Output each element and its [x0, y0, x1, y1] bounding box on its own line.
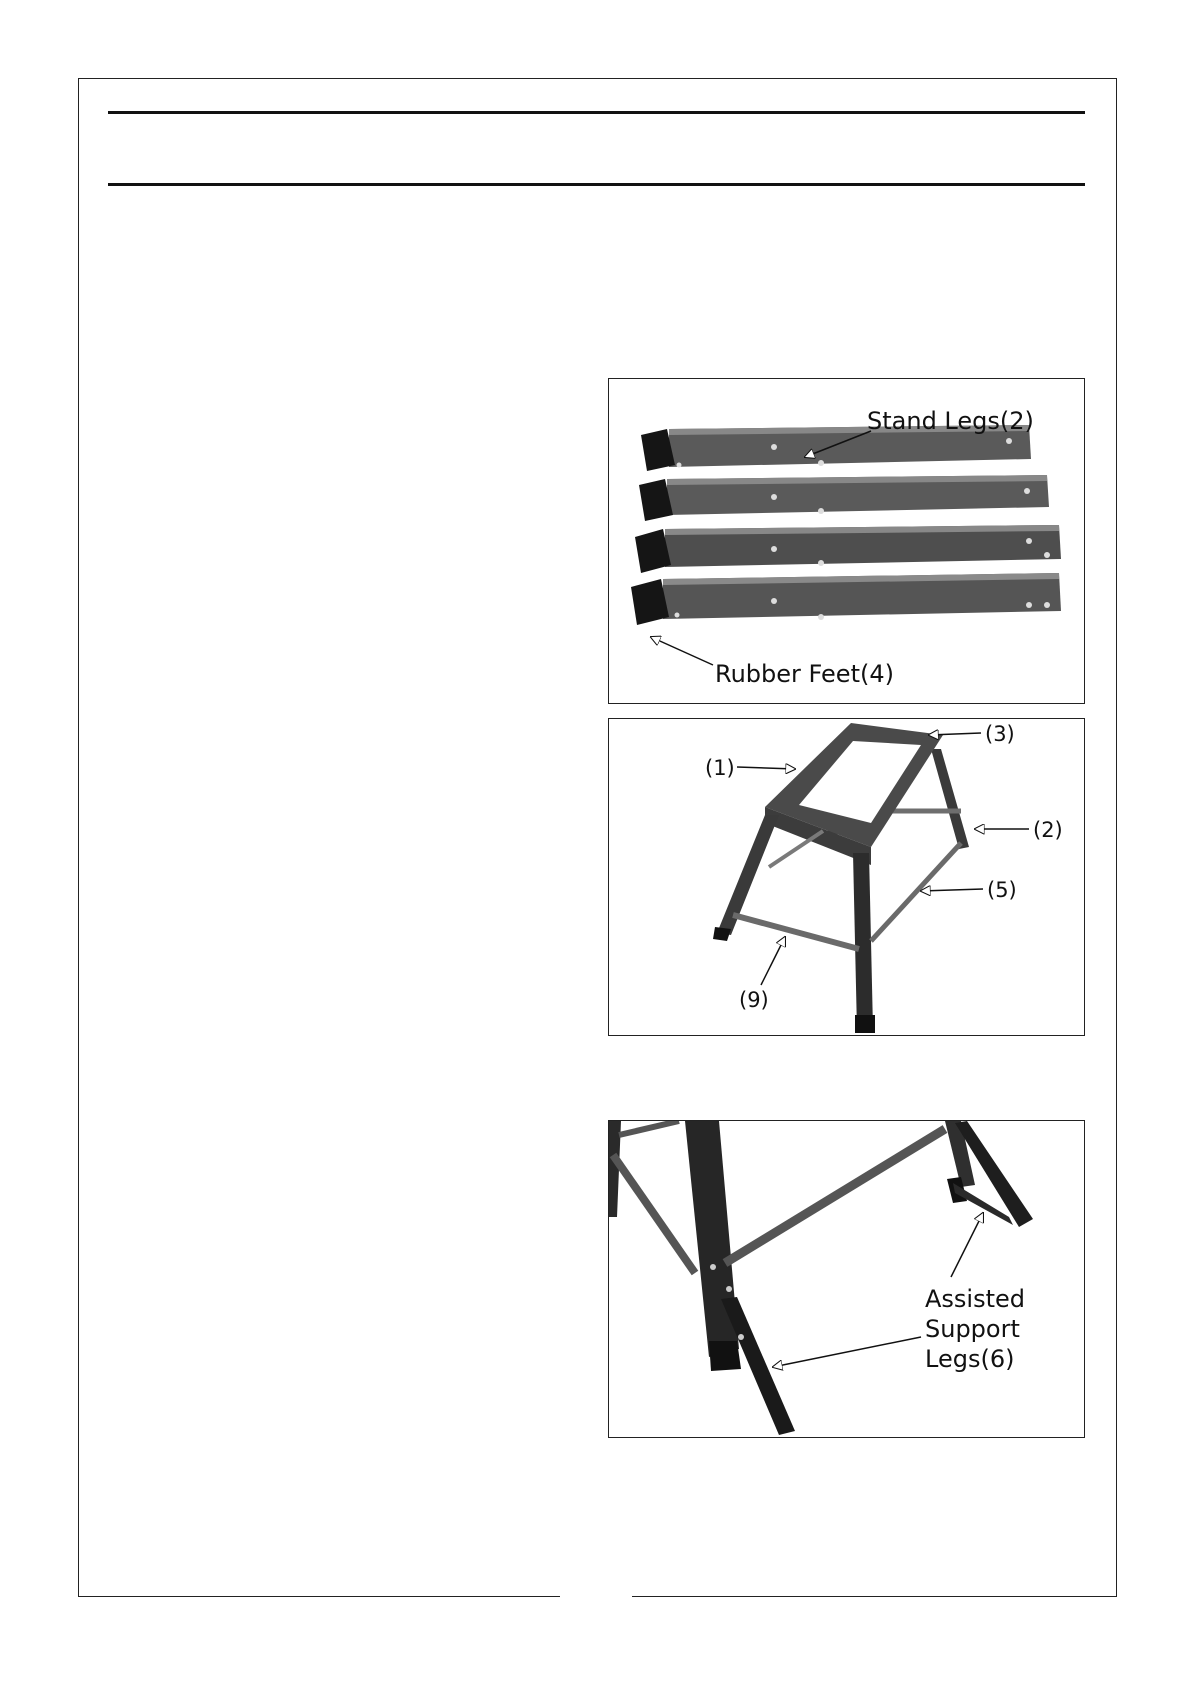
part-5-arrow	[921, 889, 983, 891]
front-right-leg	[853, 853, 873, 1031]
assisted-label-line2: Support	[925, 1315, 1020, 1343]
figure-assembled-frame	[608, 718, 1085, 1036]
stand-leg-3	[635, 525, 1061, 573]
assisted-support-legs-illustration	[609, 1121, 1083, 1436]
header-bottom-rule	[108, 183, 1085, 186]
stand-legs-label: Stand Legs(2)	[867, 407, 1034, 435]
part-3-label: (3)	[985, 722, 1015, 746]
stand-leg-2	[639, 475, 1049, 521]
cross-stretcher	[725, 1129, 945, 1263]
assisted-label-line1: Assisted	[925, 1285, 1026, 1313]
side-stretcher	[871, 843, 961, 941]
figure-assisted-support-legs	[608, 1120, 1085, 1438]
part-3-arrow	[929, 733, 981, 735]
front-stretcher	[733, 915, 859, 949]
stand-leg-4	[631, 573, 1061, 625]
assembled-frame-illustration	[609, 719, 1083, 1034]
part-5-label: (5)	[987, 878, 1017, 902]
part-9-arrow	[761, 937, 785, 985]
support-leg-rear-arrow	[951, 1213, 983, 1277]
part-1-label: (1)	[705, 756, 735, 780]
part-1-arrow	[737, 767, 795, 769]
support-leg-front-arrow	[773, 1337, 921, 1367]
rubber-feet-label: Rubber Feet(4)	[715, 660, 894, 688]
stand-legs-illustration	[609, 379, 1083, 702]
figure-stand-legs	[608, 378, 1085, 704]
header-top-rule	[108, 111, 1085, 114]
assisted-label-line3: Legs(6)	[925, 1345, 1015, 1373]
part-9-label: (9)	[739, 988, 769, 1012]
rubber-feet-arrow	[651, 637, 713, 665]
part-2-label: (2)	[1033, 818, 1063, 842]
footer-page-number-gap	[560, 1592, 632, 1602]
back-right-leg	[931, 749, 969, 849]
